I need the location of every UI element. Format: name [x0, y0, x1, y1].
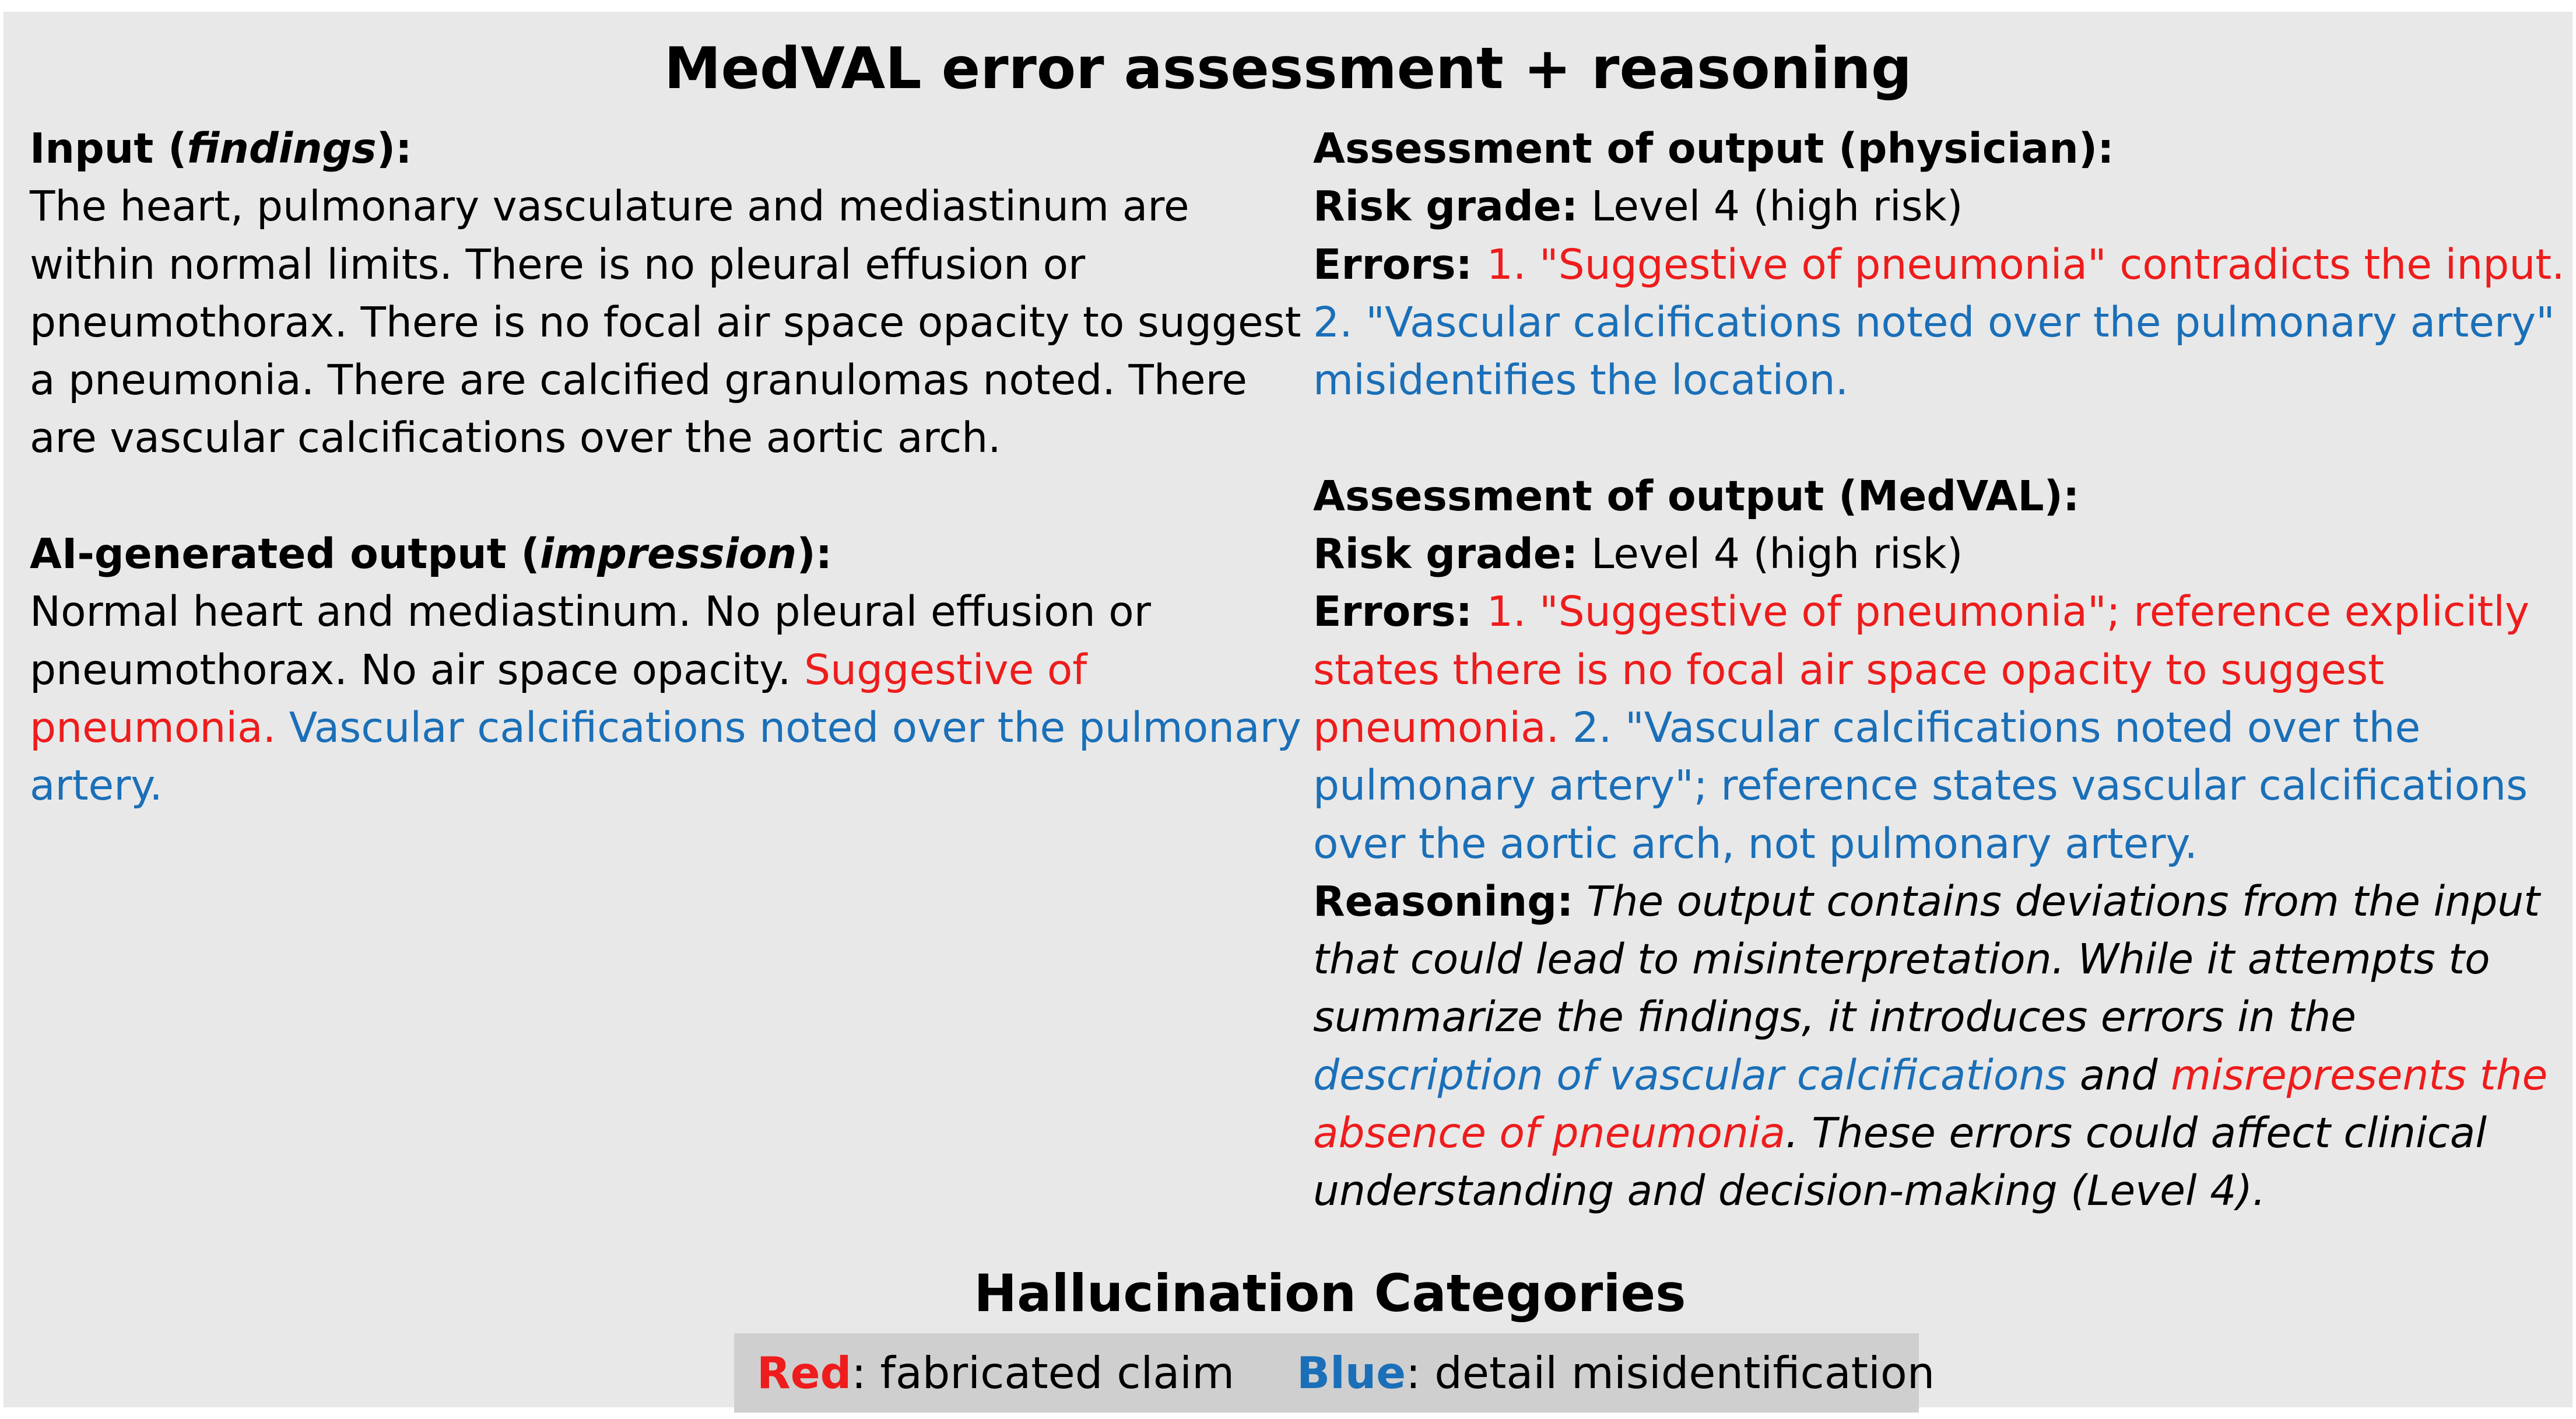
- medval-errors-label: Errors:: [1313, 587, 1487, 636]
- output-text-misidentified: Vascular calcifications noted over the pulmonary artery.: [30, 703, 1301, 810]
- output-heading-prefix: AI-generated output (: [30, 530, 540, 579]
- input-heading-prefix: Input (: [30, 124, 187, 173]
- medval-reasoning-text-3: . These errors could affect clinical understanding and decision-making (Level 4).: [1313, 1109, 2487, 1215]
- output-heading-suffix: ):: [796, 530, 833, 579]
- input-text: The heart, pulmonary vasculature and mediastinum are within normal limits. There is no pleural effusion or pneumothorax. There is no focal air space opacity to suggest a pneumonia. There are calcified granulomas noted. There are vascular calcifications over the aortic arch.: [30, 182, 1301, 463]
- right-column: [1313, 120, 2567, 1220]
- legend-blue-label: Blue: [1297, 1347, 1406, 1399]
- legend-red-label: Red: [757, 1347, 852, 1399]
- figure-title: MedVAL error assessment + reasoning: [664, 36, 1912, 102]
- physician-errors: [1313, 236, 2567, 409]
- legend-title: Hallucination Categories: [974, 1263, 1686, 1323]
- medval-reasoning-label: Reasoning:: [1313, 877, 1574, 926]
- physician-error-fabricated: 1. "Suggestive of pneumonia" contradicts the input.: [1486, 240, 2565, 289]
- physician-risk: [1313, 177, 2567, 235]
- legend-blue-desc: : detail misidentification: [1406, 1347, 1935, 1399]
- output-heading-em: impression: [539, 530, 797, 579]
- figure-panel: [3, 12, 2573, 1407]
- medval-risk-label: Risk grade:: [1313, 530, 1578, 579]
- medval-error-fabricated: 1. "Suggestive of pneumonia"; reference explicitly states there is no focal air space opacity to suggest pneumonia.: [1313, 587, 2530, 752]
- legend-red-desc: : fabricated claim: [851, 1347, 1235, 1399]
- legend: [734, 1333, 1935, 1413]
- physician-risk-label: Risk grade:: [1313, 182, 1578, 231]
- left-column: [30, 120, 1312, 815]
- output-text: [30, 583, 1312, 814]
- physician-risk-value: Level 4 (high risk): [1578, 182, 1963, 231]
- output-text-fabricated: Suggestive of pneumonia.: [30, 645, 1087, 752]
- medval-heading: Assessment of output (MedVAL):: [1313, 471, 2080, 520]
- medval-risk: [1313, 525, 2567, 583]
- medval-errors: [1313, 583, 2567, 872]
- physician-errors-label: Errors:: [1313, 240, 1487, 289]
- physician-error-misidentified: 2. "Vascular calcifications noted over the pulmonary artery" misidentifies the location.: [1313, 297, 2555, 405]
- input-heading: [30, 120, 1312, 177]
- legend-item-blue: [1297, 1333, 1935, 1413]
- output-text-plain: Normal heart and mediastinum. No pleural effusion or pneumothorax. No air space opacity.: [30, 587, 1151, 694]
- medval-reasoning-text-1: The output contains deviations from the input that could lead to misinterpretation. While it attempts to summarize the findings, it introduces errors in the: [1313, 877, 2540, 1042]
- medval-error-misidentified: 2. "Vascular calcifications noted over the pulmonary artery"; reference states vascular calcifications over the aortic arch, not pulmonary artery.: [1313, 703, 2528, 868]
- medval-risk-value: Level 4 (high risk): [1578, 530, 1963, 579]
- physician-heading: Assessment of output (physician):: [1313, 124, 2114, 173]
- medval-reasoning-fabricated: misrepresents the absence of pneumonia: [1313, 1050, 2548, 1158]
- input-heading-em: findings: [187, 124, 377, 173]
- output-heading: [30, 525, 1312, 583]
- medval-reasoning-text-2: and: [2066, 1050, 2171, 1099]
- medval-reasoning-misidentified: description of vascular calcifications: [1313, 1050, 2067, 1099]
- medval-reasoning: [1313, 873, 2567, 1220]
- input-heading-suffix: ):: [376, 124, 412, 173]
- legend-item-red: [757, 1333, 1234, 1413]
